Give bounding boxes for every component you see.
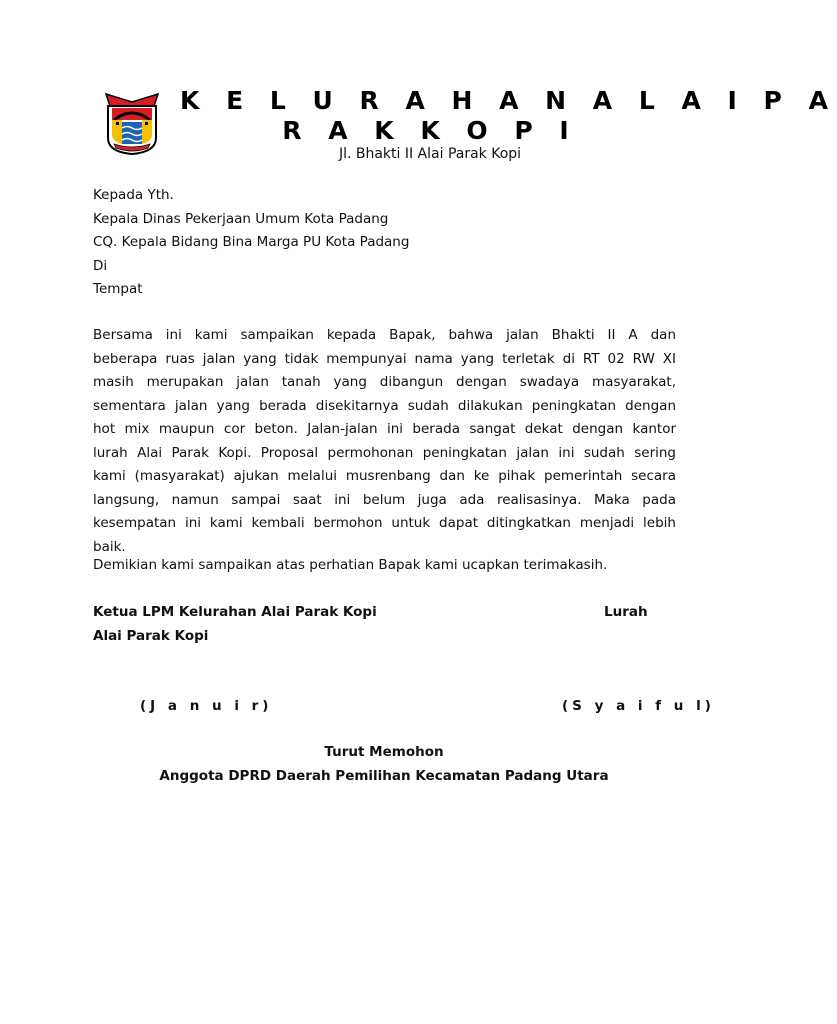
body-paragraph [93, 324, 676, 559]
letterhead-title [180, 86, 837, 146]
body-line: sementara jalan yang berada disekitarnya sudah dilakukan peningkatan dengan [93, 397, 676, 414]
signer-left-title: Ketua LPM Kelurahan Alai Parak Kopi [93, 604, 377, 620]
body-line: lurah Alai Parak Kopi. Proposal permohonan peningkatan jalan ini sudah sering [93, 444, 676, 461]
body-line: hot mix maupun cor beton. Jalan-jalan ini berada sangat dekat dengan kantor [93, 421, 676, 437]
co-signer-heading: Turut Memohon [324, 744, 444, 760]
signer-left-name: (J a n u i r) [140, 698, 273, 714]
letterhead-title-line-1: K E L U R A H A N A L A I P A [180, 86, 837, 115]
recipient-line: Di [93, 257, 108, 274]
letterhead-address: Jl. Bhakti II Alai Parak Kopi [338, 146, 522, 162]
body-line: langsung, namun sampai saat ini belum juga ada realisasinya. Maka pada [93, 491, 676, 508]
signer-left-subtitle: Alai Parak Kopi [93, 628, 209, 644]
recipient-block [93, 184, 409, 302]
body-line: Bersama ini kami sampaikan kepada Bapak, bahwa jalan Bhakti II A dan [93, 327, 676, 343]
recipient-line: Kepala Dinas Pekerjaan Umum Kota Padang [93, 210, 389, 227]
body-line: kami (masyarakat) ajukan melalui musrenbang dan ke pihak pemerintah secara [93, 468, 676, 484]
body-line: beberapa ruas jalan yang tidak mempunyai nama yang terletak di RT 02 RW XI [93, 350, 676, 367]
body-line: baik. [93, 538, 126, 555]
co-signer-title: Anggota DPRD Daerah Pemilihan Kecamatan Padang Utara [159, 768, 609, 784]
signer-right-title: Lurah [604, 604, 648, 620]
recipient-line: Tempat [93, 281, 143, 297]
closing-sentence: Demikian kami sampaikan atas perhatian Bapak kami ucapkan terimakasih. [93, 557, 608, 573]
letterhead-title-line-2: R A K K O P I [282, 116, 578, 145]
recipient-line: Kepada Yth. [93, 187, 174, 203]
body-line: masih merupakan jalan tanah yang dibangun dengan swadaya masyarakat, [93, 374, 676, 390]
recipient-line: CQ. Kepala Bidang Bina Marga PU Kota Padang [93, 234, 410, 250]
signer-right-name: (S y a i f u l) [562, 698, 715, 714]
kota-padang-crest-icon [104, 92, 160, 156]
body-line: kesempatan ini kami kembali bermohon untuk dapat ditingkatkan menjadi lebih [93, 515, 676, 531]
